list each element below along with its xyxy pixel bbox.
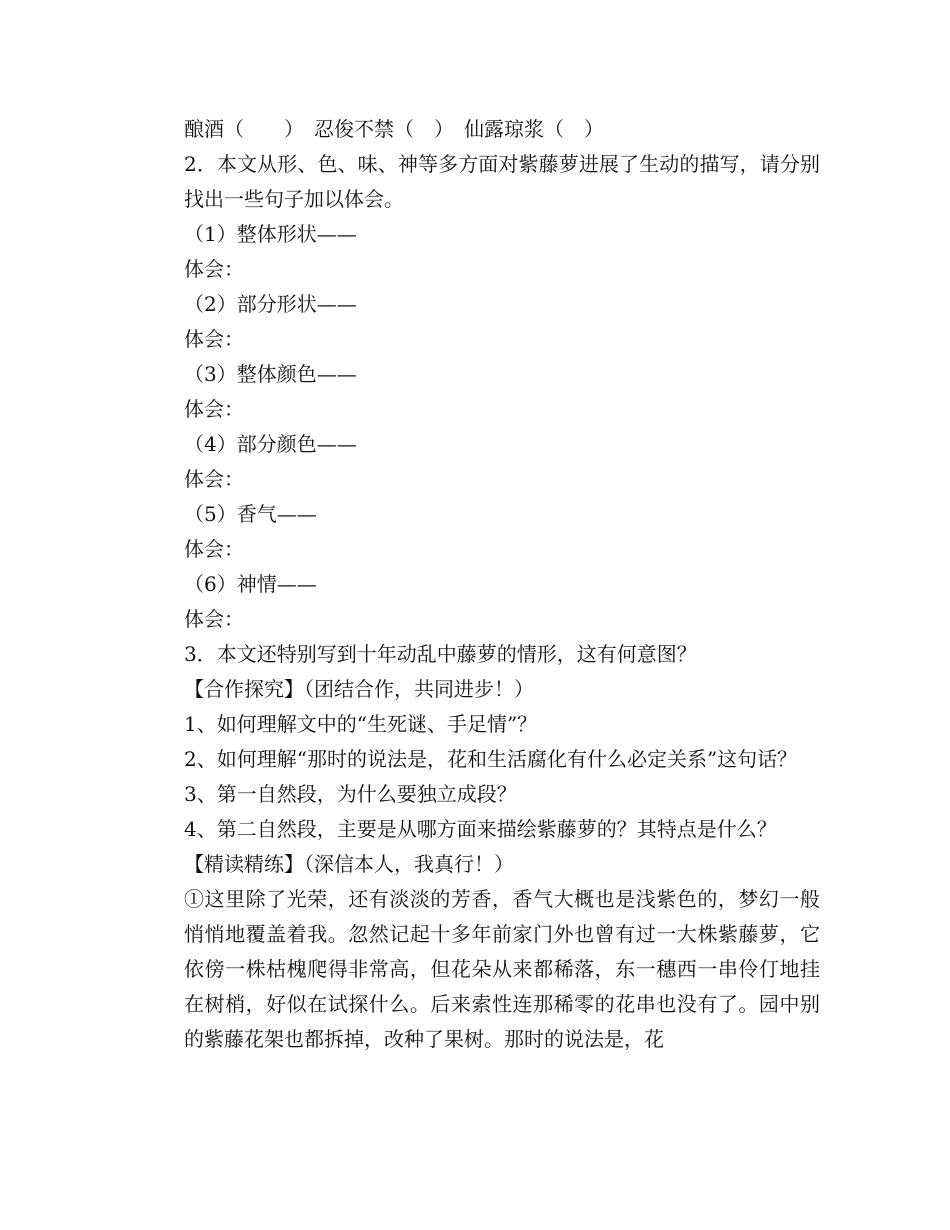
item-1-overall-shape: （1）整体形状—— [184,222,357,246]
item-2-reflection: 体会： [184,327,244,351]
item-6-expression: （6）神情—— [184,572,317,596]
section-heading-cooperative-inquiry: 【合作探究】（团结合作，共同进步！） [184,677,534,701]
item-6-reflection: 体会： [184,607,244,631]
section-heading-close-reading: 【精读精练】（深信本人，我真行！） [184,852,514,876]
item-5-reflection: 体会： [184,537,244,561]
inquiry-question-4: 4、第二自然段，主要是从哪方面来描绘紫藤萝的？其特点是什么？ [184,817,777,841]
question-2: 2．本文从形、色、味、神等多方面对紫藤萝进展了生动的描写，请分别找出一些句子加以体会。 [184,152,820,211]
reading-passage-paragraph-1: ①这里除了光荣，还有淡淡的芳香，香气大概也是浅紫色的，梦幻一般悄悄地覆盖着我。忽然记起十多年前家门外也曾有过一大株紫藤萝，它依傍一株枯槐爬得非常高，但花朵从来都稀落，东一穗西一串伶仃地挂在树梢，好似在试探什么。后来索性连那稀零的花串也没有了。园中别的紫藤花架也都拆掉，改种了果树。那时的说法是，花 [184,887,820,1051]
item-2-partial-shape: （2）部分形状—— [184,292,357,316]
item-3-reflection: 体会： [184,397,244,421]
inquiry-question-2: 2、如何理解“那时的说法是，花和生活腐化有什么必定关系”这句话？ [184,747,798,771]
vocab-blanks-line: 酿酒（ ） 忍俊不禁（ ） 仙露琼浆（ ） [184,117,604,141]
item-5-fragrance: （5）香气—— [184,502,317,526]
item-4-reflection: 体会： [184,467,244,491]
item-4-partial-color: （4）部分颜色—— [184,432,357,456]
item-1-reflection: 体会： [184,257,244,281]
question-3: 3．本文还特别写到十年动乱中藤萝的情形，这有何意图？ [184,642,697,666]
item-3-overall-color: （3）整体颜色—— [184,362,357,386]
inquiry-question-3: 3、第一自然段，为什么要独立成段？ [184,782,517,806]
document-body [140,112,820,1057]
inquiry-question-1: 1、如何理解文中的“生死谜、手足情”？ [184,712,538,736]
